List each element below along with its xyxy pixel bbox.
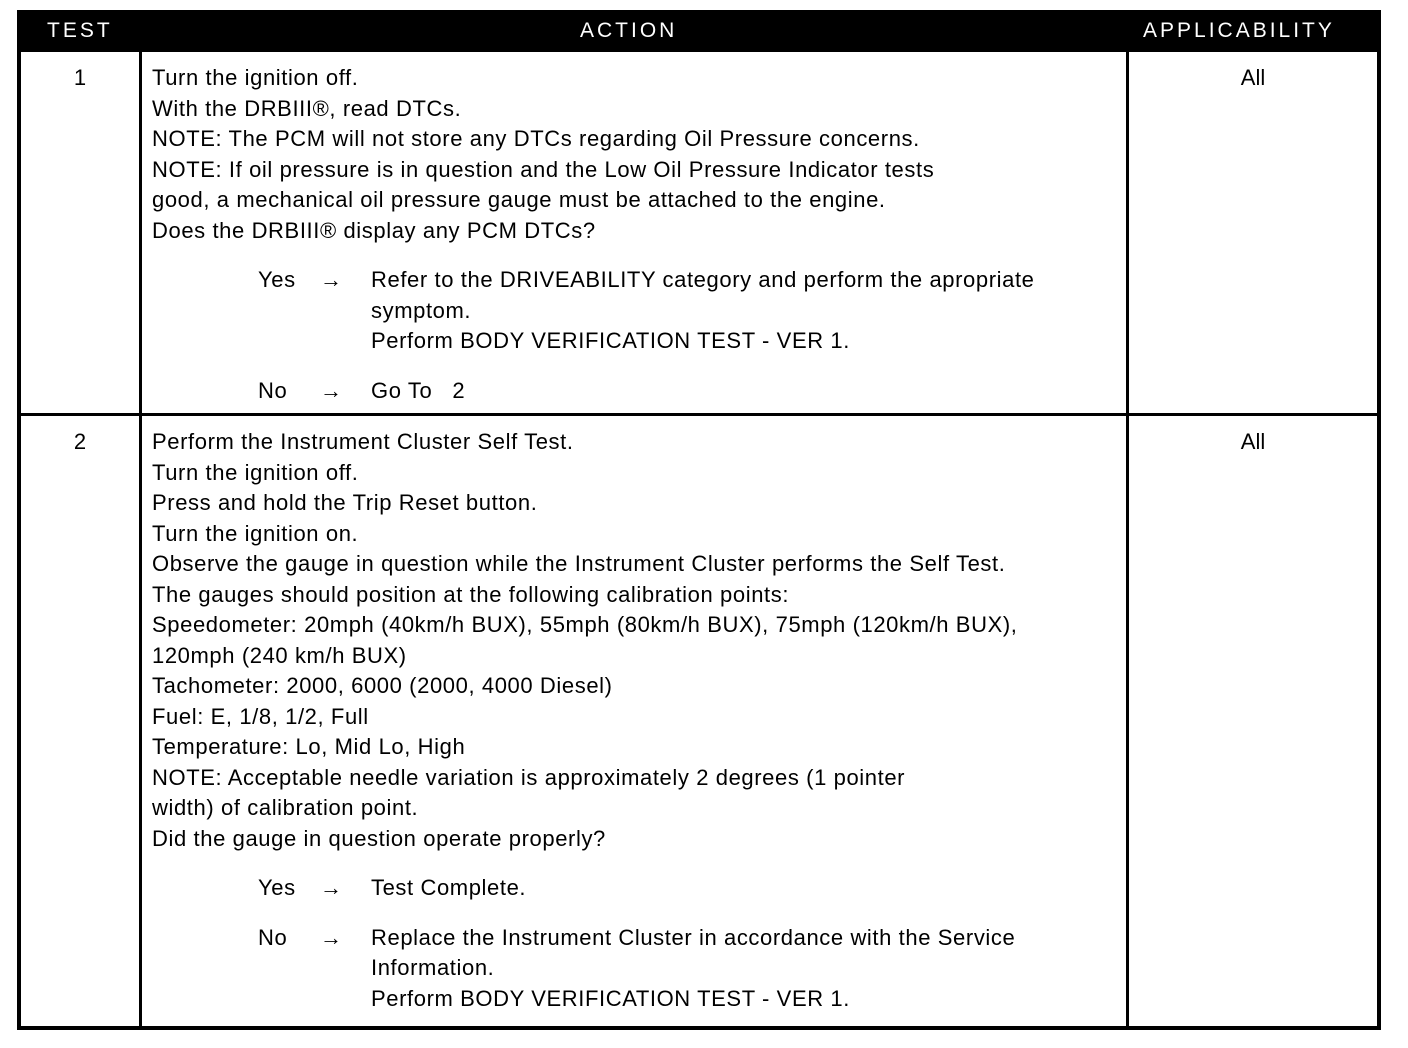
applicability-value: All (1240, 65, 1266, 90)
table-row (21, 416, 1377, 1026)
action-line: width) of calibration point. (152, 795, 419, 820)
table-row (21, 52, 1377, 413)
branch-label: Yes (258, 267, 296, 292)
branch-line: Information. (371, 955, 495, 980)
action-cell (152, 427, 1124, 1014)
action-line: Does the DRBIII® display any PCM DTCs? (152, 217, 596, 243)
branch-no (152, 923, 1124, 1015)
table-header (21, 10, 1377, 52)
branch-no (152, 376, 1124, 407)
action-line: Observe the gauge in question while the Instrument Cluster performs the Self Test. (152, 551, 1006, 576)
branch-label: No (258, 924, 288, 950)
header-action: ACTION (580, 19, 678, 42)
branch-line: Test Complete. (371, 875, 527, 900)
branch-line: Perform BODY VERIFICATION TEST - VER 1. (371, 328, 850, 353)
action-line: 120mph (240 km/h BUX) (152, 642, 407, 668)
action-line: Turn the ignition on. (152, 520, 359, 546)
action-line: Turn the ignition off. (152, 65, 359, 90)
action-line: Turn the ignition off. (152, 459, 359, 485)
diagnostic-table (17, 10, 1381, 1030)
right-arrow-icon: → (320, 875, 343, 900)
action-line: Temperature: Lo, Mid Lo, High (152, 734, 466, 759)
header-test: TEST (47, 19, 113, 42)
action-cell (152, 63, 1124, 406)
right-arrow-icon: → (320, 924, 343, 950)
header-applicability: APPLICABILITY (1143, 19, 1335, 42)
branch-line: Refer to the DRIVEABILITY category and perform the apropriate (371, 267, 1035, 292)
branch-line: Go To 2 (371, 377, 466, 403)
action-line: Tachometer: 2000, 6000 (2000, 4000 Diesel) (152, 673, 613, 698)
action-line: Press and hold the Trip Reset button. (152, 490, 538, 515)
branch-yes (152, 265, 1124, 357)
branch-yes (152, 873, 1124, 904)
action-line: NOTE: Acceptable needle variation is approximately 2 degrees (1 pointer (152, 764, 906, 790)
test-number: 1 (73, 65, 87, 90)
action-line: With the DRBIII®, read DTCs. (152, 95, 462, 121)
branch-label: No (258, 377, 288, 403)
action-line: Fuel: E, 1/8, 1/2, Full (152, 703, 369, 729)
branch-line: Replace the Instrument Cluster in accordance with the Service (371, 924, 1016, 950)
action-line: good, a mechanical oil pressure gauge must be attached to the engine. (152, 187, 886, 212)
right-arrow-icon: → (320, 377, 343, 403)
action-line: The gauges should position at the following calibration points: (152, 581, 790, 607)
branch-line: symptom. (371, 297, 472, 323)
action-line: Perform the Instrument Cluster Self Test. (152, 429, 574, 454)
test-number: 2 (73, 429, 87, 454)
action-line: NOTE: The PCM will not store any DTCs regarding Oil Pressure concerns. (152, 126, 920, 151)
branch-label: Yes (258, 875, 296, 900)
action-line: Speedometer: 20mph (40km/h BUX), 55mph (80km/h BUX), 75mph (120km/h BUX), (152, 612, 1018, 637)
action-line: Did the gauge in question operate properly? (152, 825, 606, 851)
action-line: NOTE: If oil pressure is in question and the Low Oil Pressure Indicator tests (152, 156, 935, 182)
branch-line: Perform BODY VERIFICATION TEST - VER 1. (371, 985, 850, 1011)
right-arrow-icon: → (320, 267, 343, 292)
applicability-value: All (1240, 429, 1266, 454)
